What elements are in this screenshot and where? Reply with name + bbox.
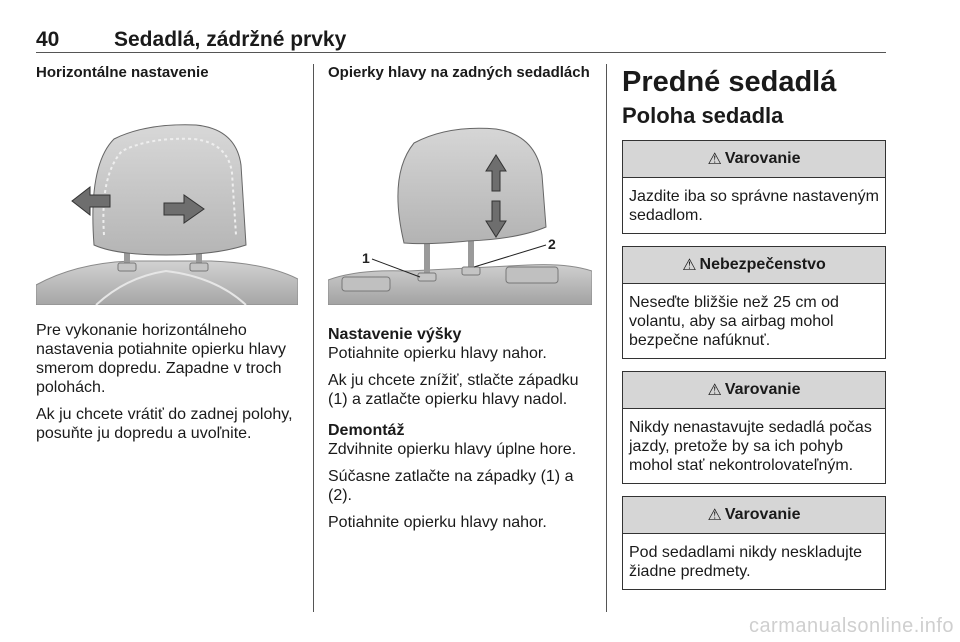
section-title-horizontal: Horizontálne nastavenie <box>36 64 209 81</box>
column-front-seats <box>622 64 886 602</box>
paragraph-horizontal-1: Pre vykonanie horizontálneho nastavenia potiahnite opierku hlavy smerom dopredu. Zapadne v troch polohách. <box>36 322 286 396</box>
warning-box <box>622 140 886 234</box>
paragraph-horizontal-2: Ak ju chcete vrátiť do zadnej polohy, posuňte ju dopredu a uvoľnite. <box>36 406 293 442</box>
warning-text: Nikdy nenastavujte sedadlá počas jazdy, pretože by sa ich pohyb mohol stať nekontrolovateľným. <box>629 419 872 474</box>
column-divider <box>313 64 314 612</box>
warning-triangle-icon: ⚠ <box>707 151 722 168</box>
callout-1: 1 <box>362 250 370 266</box>
paragraph-removal-2: Súčasne zatlačte na západky (1) a (2). <box>328 468 574 504</box>
chapter-title: Sedadlá, zádržné prvky <box>114 28 347 51</box>
heading-seat-position: Poloha sedadla <box>622 103 784 128</box>
warning-text: Jazdite iba so správne nastaveným sedadlom. <box>629 188 879 224</box>
warning-box <box>622 496 886 590</box>
headrest-horizontal-illustration <box>36 95 298 305</box>
column-divider <box>606 64 607 612</box>
warning-label: Varovanie <box>724 506 801 523</box>
rear-headrest-drawing <box>328 95 592 305</box>
warning-label: Varovanie <box>724 381 801 398</box>
watermark: carmanualsonline.info <box>748 615 954 637</box>
heading-front-seats: Predné sedadlá <box>622 66 837 98</box>
column-horizontal-adjustment <box>36 64 298 451</box>
page-number: 40 <box>36 28 60 51</box>
warning-triangle-icon: ⚠ <box>707 382 722 399</box>
warning-triangle-icon: ⚠ <box>707 507 722 524</box>
warning-header <box>623 141 885 178</box>
paragraph-height-2: Ak ju chcete znížiť, stlačte západku (1) a zatlačte opierku hlavy nadol. <box>328 372 579 408</box>
warning-header <box>623 497 885 534</box>
heading-height-adjustment: Nastavenie výšky <box>328 326 462 343</box>
rear-headrest-illustration <box>328 95 592 305</box>
column-rear-headrests <box>328 64 592 540</box>
headrest-horizontal-drawing <box>36 95 298 305</box>
section-title-rear-headrests: Opierky hlavy na zadných sedadlách <box>328 64 590 81</box>
warning-header <box>623 372 885 409</box>
danger-box <box>622 246 886 359</box>
paragraph-removal-1: Zdvihnite opierku hlavy úplne hore. <box>328 441 577 458</box>
paragraph-height-1: Potiahnite opierku hlavy nahor. <box>328 345 547 362</box>
warning-box <box>622 371 886 484</box>
page-header <box>36 26 886 53</box>
warning-text: Pod sedadlami nikdy neskladujte žiadne predmety. <box>629 544 863 580</box>
warning-label: Varovanie <box>724 150 801 167</box>
callout-2: 2 <box>548 236 556 252</box>
heading-removal: Demontáž <box>328 422 405 439</box>
danger-label: Nebezpečenstvo <box>699 256 826 273</box>
danger-text: Neseďte bližšie než 25 cm od volantu, aby sa airbag mohol bezpečne nafúknuť. <box>629 294 839 349</box>
paragraph-removal-3: Potiahnite opierku hlavy nahor. <box>328 514 547 531</box>
warning-triangle-icon: ⚠ <box>682 257 697 274</box>
danger-header <box>623 247 885 284</box>
